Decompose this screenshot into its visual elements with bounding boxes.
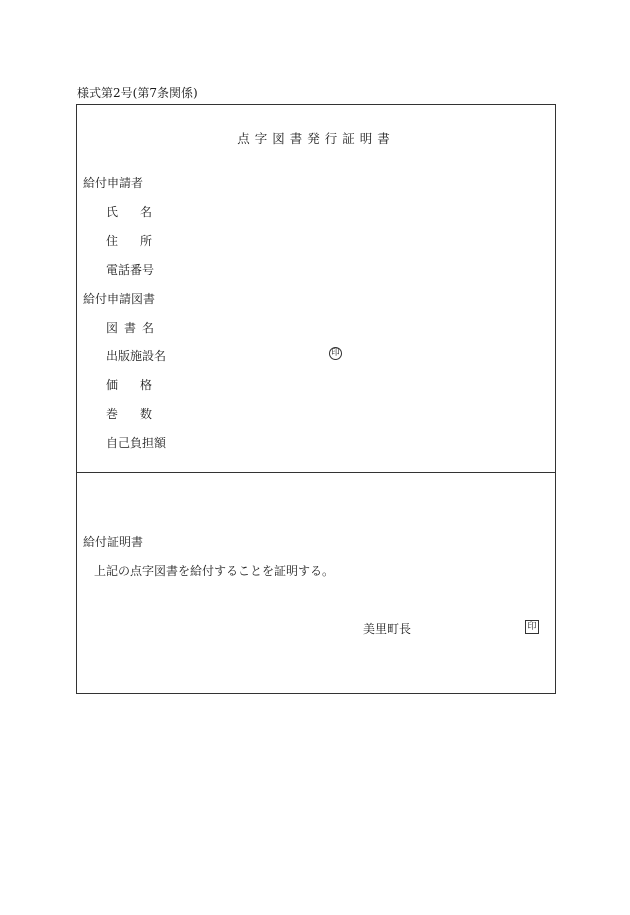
publisher-seal-mark: 印	[329, 347, 342, 360]
name-label: 氏名	[106, 205, 175, 219]
form-number: 様式第2号(第7条関係)	[77, 86, 198, 100]
book-heading: 給付申請図書	[83, 292, 156, 306]
volumes-label: 巻数	[106, 407, 175, 421]
self-pay-label: 自己負担額	[106, 436, 167, 450]
book-name-label: 図書名	[106, 321, 161, 335]
mayor-seal-mark: 印	[525, 620, 539, 634]
applicant-heading: 給付申請者	[83, 176, 144, 190]
phone-label: 電話番号	[106, 263, 155, 277]
form-title: 点字図書発行証明書	[237, 131, 395, 146]
certificate-statement: 上記の点字図書を給付することを証明する。	[94, 564, 335, 578]
price-label: 価格	[106, 378, 175, 392]
publisher-label: 出版施設名	[106, 349, 167, 363]
certificate-heading: 給付証明書	[83, 535, 144, 549]
mayor-label: 美里町長	[363, 622, 412, 636]
section-divider	[77, 472, 555, 473]
address-label: 住所	[106, 234, 175, 248]
certificate-form	[76, 104, 556, 694]
